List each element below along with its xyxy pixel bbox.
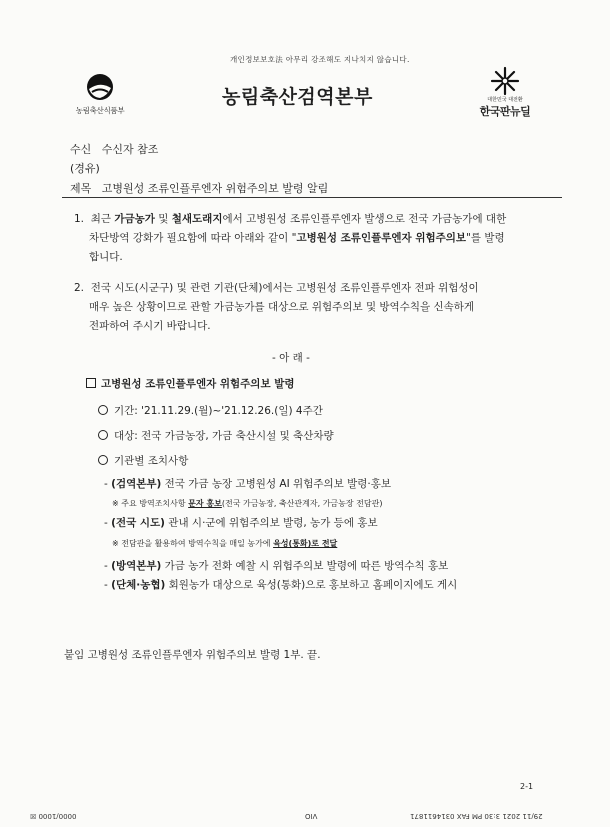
new-deal-subtitle: 대한민국 대전환 [487,97,523,103]
m2-note-b: 육성(통화)로 전달 [273,539,338,548]
fax-footer-mid: VIO [305,812,318,820]
measure-3-text: 가금 농가 전화 예찰 시 위험주의보 발령에 따른 방역수칙 홍보 [161,560,449,572]
measure-1-text: 전국 가금 농장 고병원성 AI 위험주의보 발령·홍보 [161,478,392,490]
measure-2: - (전국 시도) 관내 시·군에 위험주의보 발령, 농가 등에 홍보 [104,517,378,529]
new-deal-logo [470,66,540,119]
p1-text-d: 에서 고병원성 조류인플루엔자 발생으로 전국 가금농가에 대한 [222,213,507,225]
recipient-line [70,141,158,157]
period-text: 기간: '21.11.29.(월)~'21.12.26.(일) 4주간 [114,405,323,417]
period-item [98,402,323,421]
measures-text: 기관별 조치사항 [114,455,189,467]
p2-line2: 매우 높은 상황이므로 관할 가금농가를 대상으로 위험주의보 및 방역수칙을 신속하게 [89,301,475,313]
m1-note-c: (전국 가금농장, 축산관계자, 가금농장 전담관) [221,499,383,508]
measure-3-tag: (방역본부) [111,560,162,572]
measure-2-tag: (전국 시도) [111,517,165,529]
page-number: 2-1 [520,782,534,791]
header-divider [62,197,562,198]
measure-4: - (단체·농협) 회원농가 대상으로 육성(통화)으로 홍보하고 홈페이지에도 게시 [104,579,458,591]
privacy-notice: 개인정보보호法 아무리 강조해도 지나치지 않습니다. [230,55,410,64]
fax-footer-right: 29/11 2021 3:30 PM FAX 0314611871 [410,812,543,820]
recipient-value: 수신자 참조 [101,143,159,156]
fax-footer-left: 0000/1000 ☒ [30,812,77,820]
p1-bold-migratory: 철새도래지 [171,213,223,225]
new-deal-title: 한국판뉴딜 [479,105,531,118]
circle-bullet-icon [98,405,108,415]
recipient-label: 수신 [70,143,92,156]
subject-value: 고병원성 조류인플루엔자 위험주의보 발령 알림 [101,182,329,195]
new-deal-star-icon [487,66,523,96]
section-title [86,375,295,394]
p2-line1: 전국 시도(시군구) 및 관련 기관(단체)에서는 고병원성 조류인플루엔자 전파 위험성이 [90,282,479,294]
measure-1-note [112,498,382,509]
subject-label: 제목 [70,182,92,195]
measure-4-text: 회원농가 대상으로 육성(통화)으로 홍보하고 홈페이지에도 게시 [165,579,458,591]
p1-bold-alert: 고병원성 조류인플루엔자 위험주의보 [296,232,467,244]
checkbox-square-icon [86,378,96,388]
taegeuk-emblem-icon [85,72,115,102]
m1-note-b: 문자 홍보 [188,499,222,508]
below-heading: - 아 래 - [272,352,310,364]
attachment-line: 붙임 고병원성 조류인플루엔자 위험주의보 발령 1부. 끝. [64,649,321,661]
measure-1-tag: (검역본부) [111,478,162,490]
measure-2-text: 관내 시·군에 위험주의보 발령, 농가 등에 홍보 [164,517,378,529]
p1-number: 1. [74,213,85,225]
paragraph-1 [74,210,506,267]
measure-2-note [112,538,337,549]
agency-title: 농림축산검역본부 [222,86,373,108]
subject-line [70,180,328,196]
circle-bullet-icon [98,430,108,440]
via-line: (경유) [70,162,100,175]
target-item [98,427,334,446]
p1-line2a: 차단방역 강화가 필요함에 따라 아래와 같이 " [89,232,297,244]
paragraph-2 [74,279,479,336]
p2-number: 2. [74,282,85,294]
p1-line2c: "를 발령 [466,232,505,244]
circle-bullet-icon [98,455,108,465]
p1-line3: 합니다. [89,251,123,263]
p1-text-a: 최근 [90,213,115,225]
p1-bold-poultry: 가금농가 [114,213,155,225]
ministry-name: 농림축산식품부 [75,106,125,115]
ministry-logo [62,72,138,116]
p2-line3: 전파하여 주시기 바랍니다. [89,320,211,332]
m2-note-a: ※ 전담관을 활용하여 방역수칙을 매일 농가에 [112,539,274,548]
measure-1: - (검역본부) 전국 가금 농장 고병원성 AI 위험주의보 발령·홍보 [104,478,392,490]
p1-text-c: 및 [154,213,172,225]
measures-item [98,452,188,471]
measure-3: - (방역본부) 가금 농가 전화 예찰 시 위험주의보 발령에 따른 방역수칙 홍보 [104,560,449,572]
measure-4-tag: (단체·농협) [111,579,166,591]
section-title-text: 고병원성 조류인플루엔자 위험주의보 발령 [101,378,295,390]
m1-note-a: ※ 주요 방역조치사항 [112,499,189,508]
target-text: 대상: 전국 가금농장, 가금 축산시설 및 축산차량 [114,430,334,442]
